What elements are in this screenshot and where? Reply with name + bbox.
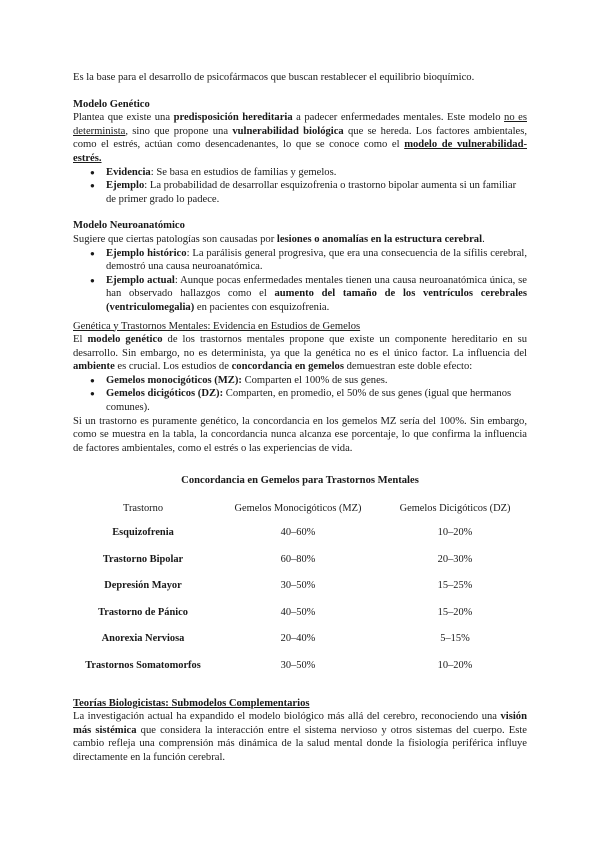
bullet-icon: ●	[90, 248, 95, 258]
disorder-cell: Trastorno Bipolar	[102, 553, 184, 565]
neuro-model-bullets	[73, 247, 527, 315]
disorder-cell: Depresión Mayor	[104, 580, 182, 592]
mz-cell: 30–50%	[280, 660, 316, 671]
bullet-icon: ●	[90, 275, 95, 285]
dz-cell: 15–20%	[437, 606, 473, 618]
table-title: Concordancia en Gemelos para Trastornos Mentales	[181, 475, 419, 487]
dz-cell: 20–30%	[437, 553, 473, 565]
list-item: ● Gemelos monocigóticos (MZ): Comparten el 100% de sus genes.	[90, 374, 388, 386]
mz-cell: 40–60%	[280, 527, 316, 539]
table-row	[73, 658, 527, 685]
dz-cell: 5–15%	[440, 633, 470, 645]
intro-paragraph: Es la base para el desarrollo de psicofármacos que buscan restablecer el equilibrio bioquímico.	[73, 72, 475, 83]
table-header-row	[73, 501, 527, 525]
bullet-icon: ●	[90, 375, 95, 385]
genetic-model-bullets	[73, 166, 527, 207]
neuro-model-paragraph: Sugiere que ciertas patologías son causadas por lesiones o anomalías en la estructura cerebral.	[73, 233, 485, 245]
mz-cell: 20–40%	[280, 633, 316, 645]
list-item: ● Evidencia: Se basa en estudios de familias y gemelos.	[90, 166, 337, 178]
biologicist-heading: Teorías Biologicistas: Submodelos Complementarios	[73, 697, 310, 709]
twins-section-heading: Genética y Trastornos Mentales: Evidencia en Estudios de Gemelos	[73, 320, 361, 332]
neuro-model-heading: Modelo Neuroanatómico	[73, 220, 185, 232]
table-row	[73, 631, 527, 658]
bullet-icon: ●	[90, 389, 95, 399]
concordance-table	[73, 501, 527, 685]
disorder-cell: Esquizofrenia	[112, 527, 174, 539]
table-row	[73, 552, 527, 579]
table-row	[73, 605, 527, 632]
genetic-model-heading: Modelo Genético	[73, 98, 150, 110]
table-row	[73, 525, 527, 552]
list-item: ● Gemelos dicigóticos (DZ): Comparten, en promedio, el 50% de sus genes (igual que hermanos comunes).	[90, 388, 512, 414]
bullet-icon: ●	[90, 181, 95, 191]
dz-cell: 10–20%	[437, 660, 473, 671]
mz-cell: 30–50%	[280, 580, 316, 592]
column-header: Gemelos Monocigóticos (MZ)	[234, 503, 362, 515]
dz-cell: 10–20%	[437, 527, 473, 539]
biologicist-paragraph: La investigación actual ha expandido el modelo biológico más allá del cerebro, reconociendo una visión más sistémica que considera la interacción entre el sistema nervioso y otros sistemas del cuerpo. Este cambio refleja una comprensión más dinámica de la salud mental donde la fisiología periférica influye directamente en la función cerebral.	[73, 711, 528, 763]
document-content	[73, 71, 527, 765]
twins-paragraph: El modelo genético de los trastornos mentales propone que existe un componente hereditario en su desarrollo. Sin embargo, no es determinista, ya que la genética no es el único factor. La influencia del ambiente es crucial. Los estudios de concordancia en gemelos demuestran este doble efecto:	[73, 334, 527, 373]
twins-bullets	[73, 374, 527, 415]
genetic-model-paragraph: Plantea que existe una predisposición hereditaria a padecer enfermedades mentales. Este modelo no es determinista, sino que propone una vulnerabilidad biológica que se hereda. Los factores ambientales, como el estrés, actúan como desencadenantes, lo que se conoce como el modelo de vulnerabilidad-estrés.	[73, 112, 528, 164]
column-header: Trastorno	[122, 503, 164, 515]
column-header: Gemelos Dicigóticos (DZ)	[399, 503, 511, 515]
table-row	[73, 578, 527, 605]
mz-cell: 40–50%	[280, 606, 316, 618]
bullet-icon: ●	[90, 167, 95, 177]
disorder-cell: Trastorno de Pánico	[98, 606, 188, 618]
list-item: ● Ejemplo histórico: La parálisis general progresiva, que era una consecuencia de la sífilis cerebral, demostró una causa neuroanatómica.	[90, 247, 527, 273]
list-item: ● Ejemplo actual: Aunque pocas enfermedades mentales tienen una causa neuroanatómica única, se han observado hallazgos como el aumento del tamaño de los ventrículos cerebrales (ventriculomegalia) en pacientes con esquizofrenia.	[90, 274, 527, 313]
twins-closing-paragraph: Si un trastorno es puramente genético, la concordancia en los gemelos MZ sería del 100%. Sin embargo, como se muestra en la tabla, la concordancia nunca alcanza ese porcentaje, lo que confirma la influencia de factores ambientales, como el estrés o las experiencias de vida.	[73, 415, 527, 454]
disorder-cell: Anorexia Nerviosa	[101, 633, 185, 645]
disorder-cell: Trastornos Somatomorfos	[85, 660, 201, 671]
list-item: ● Ejemplo: La probabilidad de desarrollar esquizofrenia o trastorno bipolar aumenta si un familiar de primer grado lo padece.	[90, 180, 517, 205]
dz-cell: 15–25%	[437, 580, 473, 592]
mz-cell: 60–80%	[280, 553, 316, 565]
